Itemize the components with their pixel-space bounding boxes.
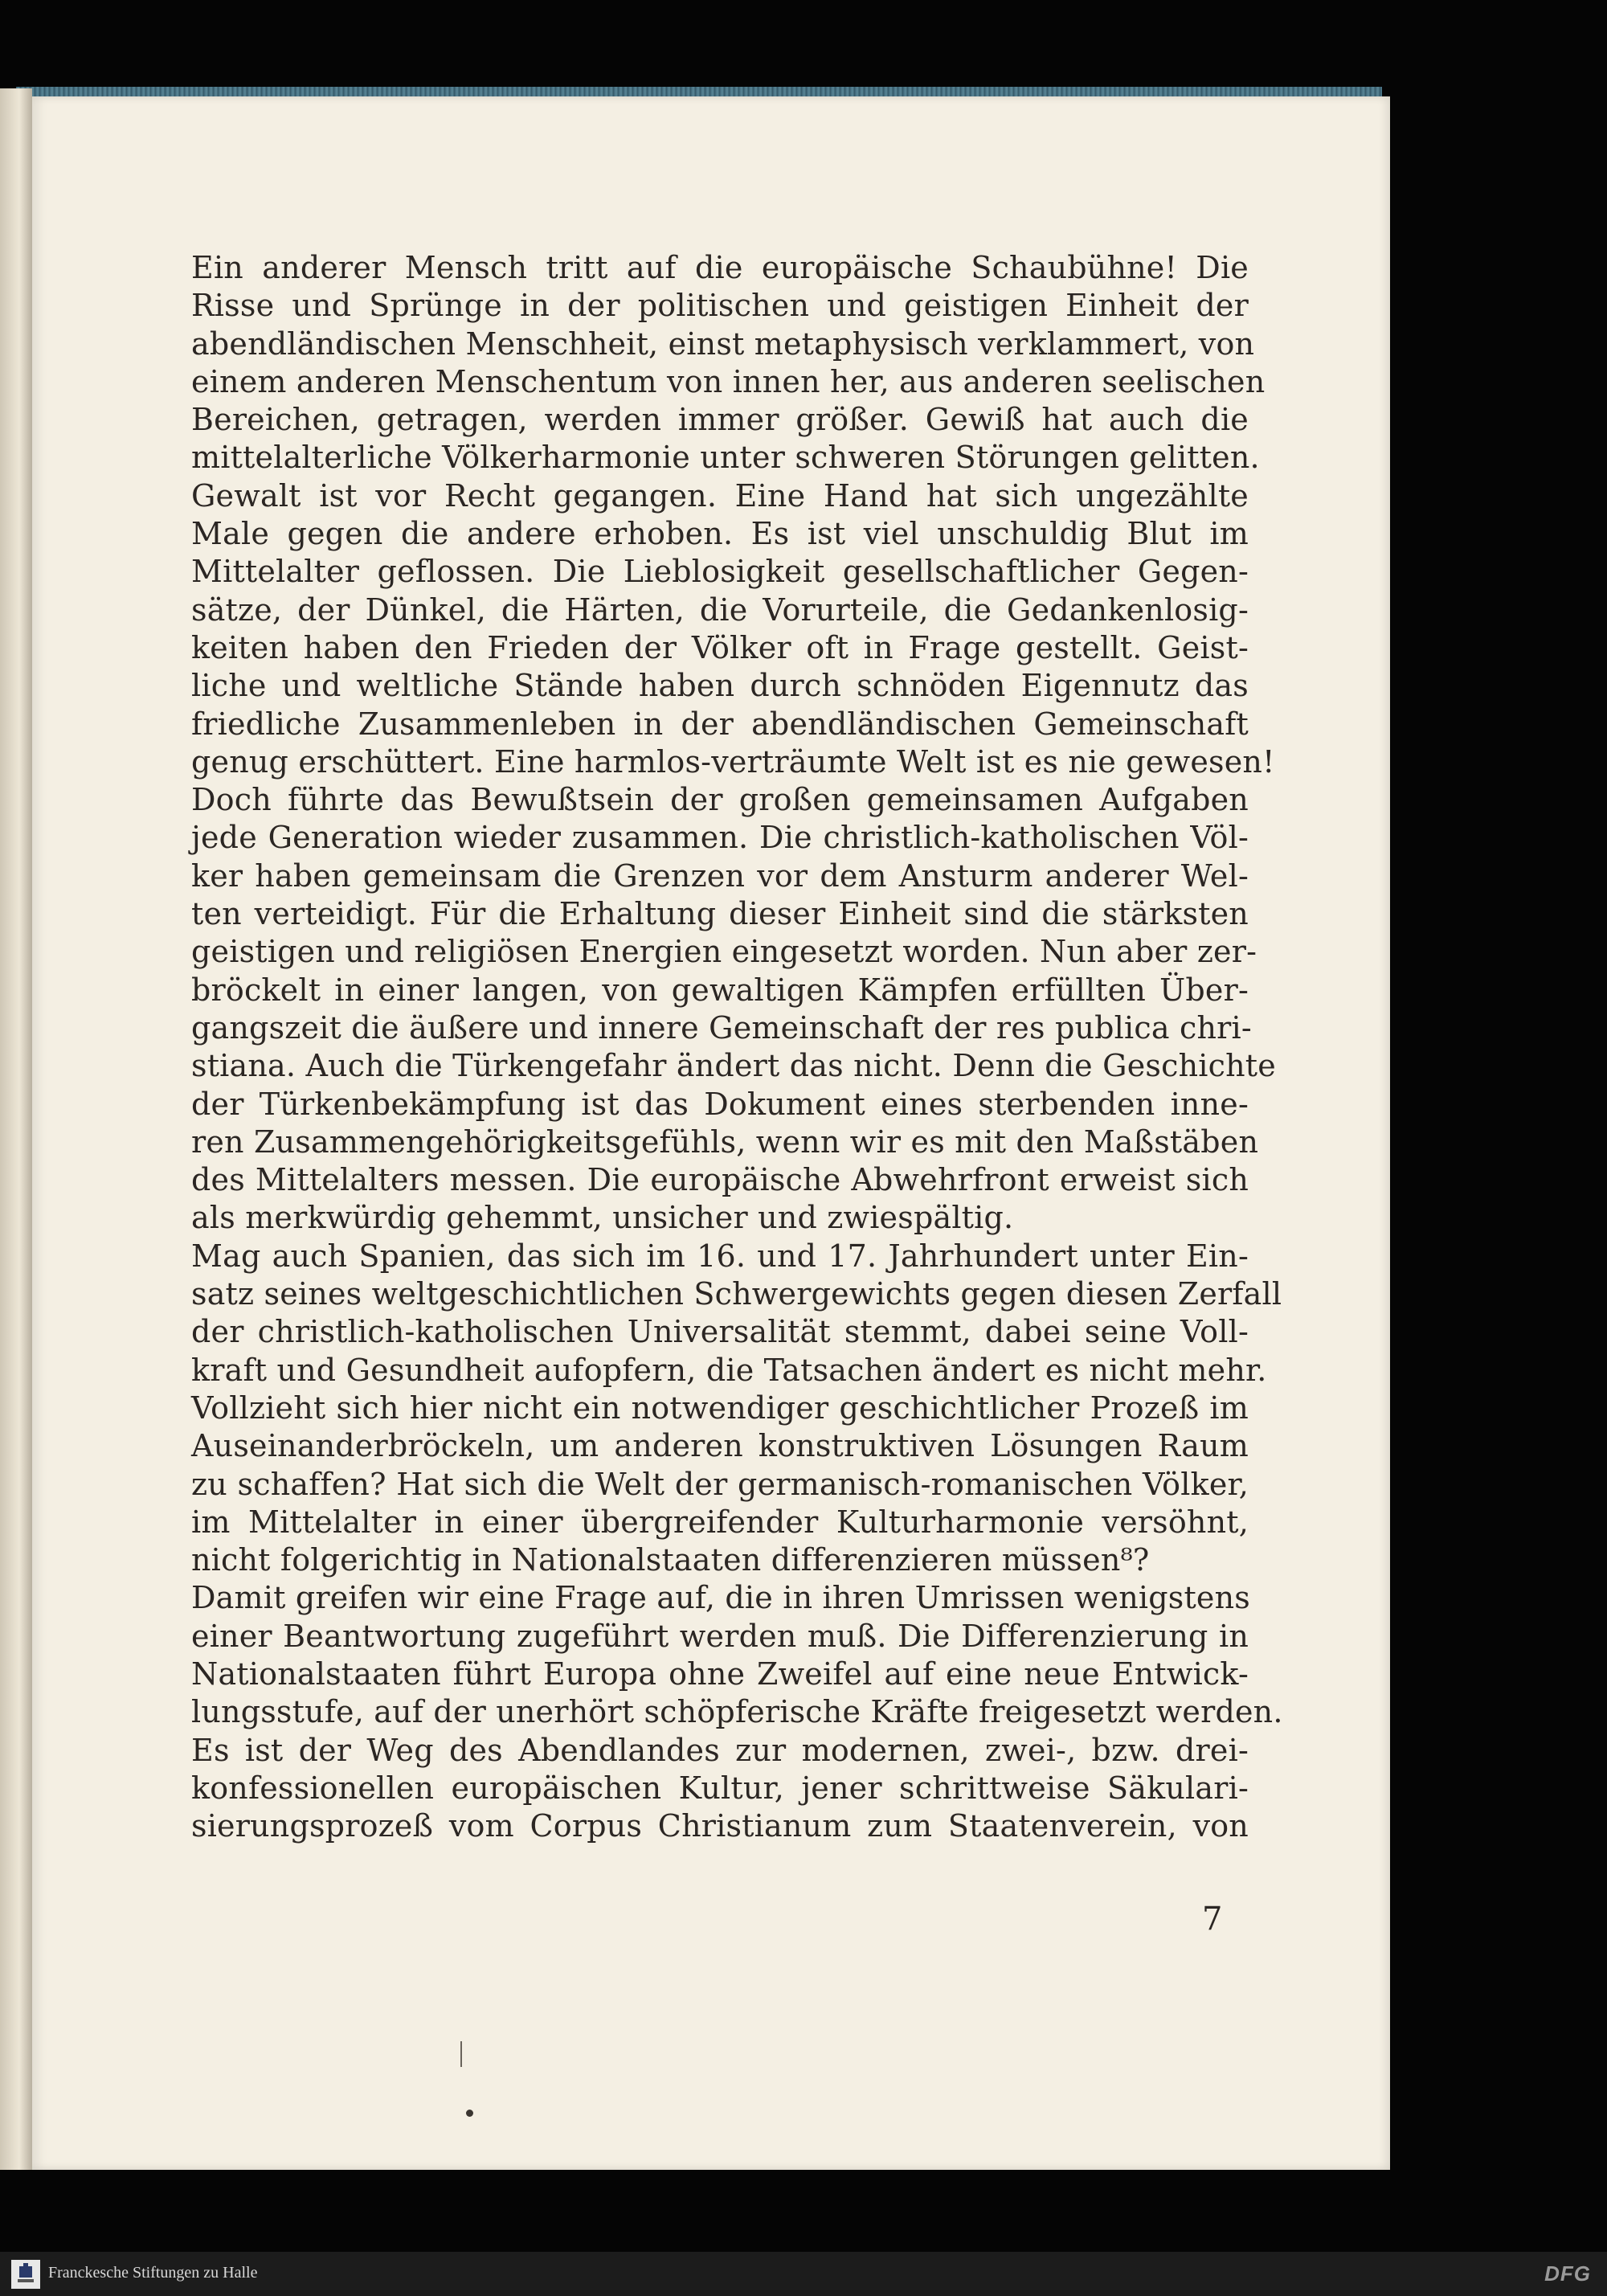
text-line: abendländischen Menschheit, einst metaphysisch verklammert, von [191, 325, 1255, 362]
institution-name: Franckesche Stiftungen zu Halle [48, 2264, 258, 2282]
text-line: ten verteidigt. Für die Erhaltung dieser Einheit sind die stärksten [191, 896, 1249, 932]
text-line: einer Beantwortung zugeführt werden muß. Die Differenzierung in [191, 1618, 1249, 1654]
text-line: Gewalt ist vor Recht gegangen. Eine Hand hat sich ungezählte [191, 477, 1249, 514]
text-line: keiten haben den Frieden der Völker oft in Frage gestellt. Geist- [191, 629, 1249, 665]
text-line: gangszeit die äußere und innere Gemeinschaft der res publica chri- [191, 1009, 1252, 1046]
text-line: stiana. Auch die Türkengefahr ändert das nicht. Denn die Geschichte [191, 1048, 1276, 1084]
text-line: des Mittelalters messen. Die europäische Abwehrfront erweist sich [191, 1162, 1249, 1198]
text-line: ren Zusammengehörigkeitsgefühls, wenn wir es mit den Maßstäben [191, 1123, 1259, 1160]
text-line: kraft und Gesundheit aufopfern, die Tatsachen ändert es nicht mehr. [191, 1352, 1267, 1388]
dfg-logo: DFG [1544, 2261, 1591, 2286]
text-line: ker haben gemeinsam die Grenzen vor dem Ansturm anderer Wel- [191, 857, 1249, 894]
text-line: liche und weltliche Stände haben durch schnöden Eigennutz das [191, 668, 1249, 704]
text-line: konfessionellen europäischen Kultur, jener schrittweise Säkulari- [191, 1770, 1249, 1806]
text-line: Bereichen, getragen, werden immer größer. Gewiß hat auch die [191, 402, 1249, 438]
franckesche-crest-icon [11, 2260, 40, 2289]
paper-dot [466, 2110, 473, 2117]
text-line: Mag auch Spanien, das sich im 16. und 17. Jahrhundert unter Ein- [191, 1238, 1249, 1274]
text-line: lungsstufe, auf der unerhört schöpferische Kräfte freigesetzt werden. [191, 1694, 1283, 1730]
text-line: einem anderen Menschentum von innen her, aus anderen seelischen [191, 363, 1266, 399]
text-line: friedliche Zusammenleben in der abendländischen Gemeinschaft [191, 706, 1249, 742]
text-line: Es ist der Weg des Abendlandes zur modernen, zwei-, bzw. drei- [191, 1732, 1249, 1768]
text-line: Doch führte das Bewußtsein der großen gemeinsamen Aufgaben [191, 782, 1249, 818]
text-line: Mittelalter geflossen. Die Lieblosigkeit gesellschaftlicher Gegen- [191, 554, 1249, 590]
text-line: als merkwürdig gehemmt, unsicher und zwiespältig. [191, 1200, 1014, 1236]
text-line: Nationalstaaten führt Europa ohne Zweifel auf eine neue Entwick- [191, 1655, 1249, 1692]
text-line: Ein anderer Mensch tritt auf die europäische Schaubühne! Die [191, 250, 1249, 285]
text-line: zu schaffen? Hat sich die Welt der germanisch-romanischen Völker, [191, 1466, 1249, 1502]
text-line: sierungsprozeß vom Corpus Christianum zum Staatenverein, von [191, 1808, 1249, 1844]
text-line: jede Generation wieder zusammen. Die christlich-katholischen Völ- [191, 820, 1249, 856]
text-line: mittelalterliche Völkerharmonie unter schweren Störungen gelitten. [191, 440, 1260, 476]
text-line: der christlich-katholischen Universalität stemmt, dabei seine Voll- [191, 1314, 1249, 1350]
paper-blemish [460, 2041, 462, 2067]
text-line: satz seines weltgeschichtlichen Schwergewichts gegen diesen Zerfall [191, 1276, 1282, 1312]
book-page [32, 96, 1390, 2170]
footer-bar [0, 2252, 1607, 2296]
text-line: genug erschüttert. Eine harmlos-verträumte Welt ist es nie gewesen! [191, 743, 1275, 780]
page-number: 7 [1202, 1901, 1223, 1938]
text-line: bröckelt in einer langen, von gewaltigen Kämpfen erfüllten Über- [191, 972, 1249, 1008]
text-line: geistigen und religiösen Energien eingesetzt worden. Nun aber zer- [191, 934, 1257, 970]
body-text [191, 249, 1283, 1845]
text-line: Auseinanderbröckeln, um anderen konstruktiven Lösungen Raum [191, 1428, 1249, 1464]
text-line: sätze, der Dünkel, die Härten, die Vorurteile, die Gedankenlosig- [191, 591, 1249, 628]
text-line: im Mittelalter in einer übergreifender Kulturharmonie versöhnt, [191, 1504, 1249, 1540]
text-line: Vollzieht sich hier nicht ein notwendiger geschichtlicher Prozeß im [191, 1389, 1249, 1426]
text-line: der Türkenbekämpfung ist das Dokument eines sterbenden inne- [191, 1086, 1249, 1122]
previous-page-edge [0, 88, 32, 2170]
text-line: Damit greifen wir eine Frage auf, die in ihren Umrissen wenigstens [191, 1580, 1250, 1616]
text-line: Male gegen die andere erhoben. Es ist viel unschuldig Blut im [191, 516, 1249, 552]
text-line: nicht folgerichtig in Nationalstaaten differenzieren müssen⁸? [191, 1542, 1150, 1578]
text-line: Risse und Sprünge in der politischen und geistigen Einheit der [191, 288, 1249, 324]
